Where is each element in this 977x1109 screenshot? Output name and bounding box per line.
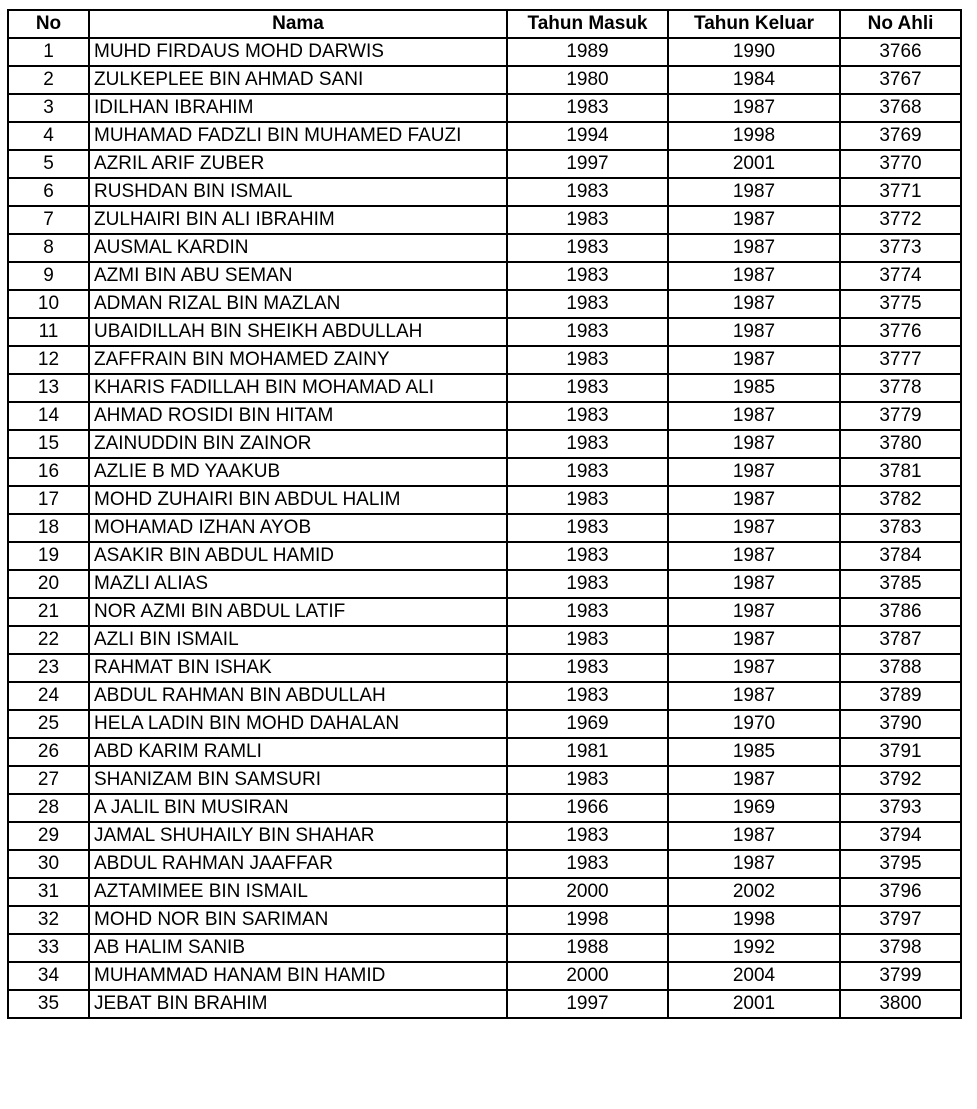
cell-tahun-masuk: 1983 [507,262,668,290]
cell-tahun-masuk: 1983 [507,374,668,402]
cell-tahun-keluar: 1987 [668,486,840,514]
cell-nama: ABDUL RAHMAN JAAFFAR [89,850,507,878]
table-row [8,710,961,738]
cell-tahun-masuk: 1983 [507,346,668,374]
table-body [8,38,961,1018]
cell-tahun-keluar: 2004 [668,962,840,990]
cell-no: 15 [8,430,89,458]
cell-nama: SHANIZAM BIN SAMSURI [89,766,507,794]
cell-no: 16 [8,458,89,486]
cell-no-ahli: 3791 [840,738,961,766]
cell-tahun-masuk: 1983 [507,402,668,430]
cell-tahun-keluar: 1985 [668,738,840,766]
cell-tahun-masuk: 1983 [507,206,668,234]
table-row [8,514,961,542]
table-row [8,598,961,626]
table-row [8,654,961,682]
cell-tahun-masuk: 1983 [507,850,668,878]
cell-tahun-masuk: 1983 [507,290,668,318]
cell-no: 25 [8,710,89,738]
cell-no: 14 [8,402,89,430]
table-row [8,206,961,234]
table-row [8,738,961,766]
table-row [8,38,961,66]
cell-no: 33 [8,934,89,962]
cell-tahun-keluar: 1987 [668,514,840,542]
table-row [8,542,961,570]
table-row [8,878,961,906]
member-table [7,9,962,1019]
cell-no: 35 [8,990,89,1018]
cell-tahun-keluar: 1987 [668,626,840,654]
cell-no: 7 [8,206,89,234]
cell-tahun-keluar: 1992 [668,934,840,962]
table-row [8,430,961,458]
cell-tahun-keluar: 1987 [668,598,840,626]
cell-tahun-masuk: 1983 [507,822,668,850]
cell-tahun-keluar: 1985 [668,374,840,402]
cell-tahun-masuk: 1983 [507,598,668,626]
cell-tahun-masuk: 1969 [507,710,668,738]
cell-no: 3 [8,94,89,122]
cell-nama: MUHAMMAD HANAM BIN HAMID [89,962,507,990]
cell-nama: ZULHAIRI BIN ALI IBRAHIM [89,206,507,234]
cell-no-ahli: 3779 [840,402,961,430]
cell-nama: IDILHAN IBRAHIM [89,94,507,122]
cell-nama: AZMI BIN ABU SEMAN [89,262,507,290]
cell-nama: RUSHDAN BIN ISMAIL [89,178,507,206]
cell-tahun-masuk: 1983 [507,178,668,206]
cell-tahun-keluar: 1987 [668,234,840,262]
cell-nama: ZAINUDDIN BIN ZAINOR [89,430,507,458]
cell-no: 26 [8,738,89,766]
cell-nama: A JALIL BIN MUSIRAN [89,794,507,822]
cell-tahun-masuk: 1983 [507,486,668,514]
header-no-ahli: No Ahli [840,10,961,38]
cell-no-ahli: 3786 [840,598,961,626]
cell-tahun-keluar: 1987 [668,94,840,122]
cell-tahun-keluar: 1984 [668,66,840,94]
table-row [8,262,961,290]
table-row [8,66,961,94]
cell-tahun-masuk: 1983 [507,94,668,122]
cell-tahun-keluar: 1987 [668,290,840,318]
member-table-sheet [7,9,962,1019]
cell-no: 8 [8,234,89,262]
cell-tahun-masuk: 1989 [507,38,668,66]
cell-no-ahli: 3771 [840,178,961,206]
cell-no: 29 [8,822,89,850]
cell-no-ahli: 3798 [840,934,961,962]
cell-no: 17 [8,486,89,514]
cell-tahun-masuk: 1983 [507,318,668,346]
cell-nama: ASAKIR BIN ABDUL HAMID [89,542,507,570]
cell-nama: ZULKEPLEE BIN AHMAD SANI [89,66,507,94]
table-row [8,318,961,346]
cell-no: 23 [8,654,89,682]
cell-tahun-masuk: 1994 [507,122,668,150]
cell-tahun-masuk: 1983 [507,626,668,654]
cell-tahun-keluar: 1987 [668,206,840,234]
cell-tahun-masuk: 1983 [507,430,668,458]
cell-nama: AZTAMIMEE BIN ISMAIL [89,878,507,906]
table-row [8,934,961,962]
cell-no: 2 [8,66,89,94]
cell-no: 9 [8,262,89,290]
cell-tahun-keluar: 1998 [668,906,840,934]
cell-no-ahli: 3770 [840,150,961,178]
cell-tahun-keluar: 2001 [668,990,840,1018]
cell-tahun-keluar: 1987 [668,654,840,682]
table-row [8,822,961,850]
cell-tahun-keluar: 1987 [668,430,840,458]
cell-no-ahli: 3781 [840,458,961,486]
table-row [8,290,961,318]
cell-tahun-masuk: 1988 [507,934,668,962]
cell-tahun-masuk: 2000 [507,878,668,906]
table-row [8,682,961,710]
cell-no-ahli: 3796 [840,878,961,906]
cell-tahun-keluar: 1987 [668,570,840,598]
cell-no-ahli: 3769 [840,122,961,150]
cell-nama: HELA LADIN BIN MOHD DAHALAN [89,710,507,738]
cell-nama: JAMAL SHUHAILY BIN SHAHAR [89,822,507,850]
cell-no: 1 [8,38,89,66]
table-row [8,850,961,878]
cell-no: 18 [8,514,89,542]
cell-nama: NOR AZMI BIN ABDUL LATIF [89,598,507,626]
cell-nama: MUHAMAD FADZLI BIN MUHAMED FAUZI [89,122,507,150]
header-no: No [8,10,89,38]
cell-no: 6 [8,178,89,206]
cell-no: 27 [8,766,89,794]
cell-no: 24 [8,682,89,710]
cell-tahun-masuk: 2000 [507,962,668,990]
cell-tahun-keluar: 1987 [668,682,840,710]
cell-no: 12 [8,346,89,374]
cell-no-ahli: 3789 [840,682,961,710]
cell-nama: MOHAMAD IZHAN AYOB [89,514,507,542]
table-row [8,794,961,822]
cell-tahun-keluar: 1998 [668,122,840,150]
cell-tahun-masuk: 1983 [507,234,668,262]
table-row [8,178,961,206]
cell-no-ahli: 3794 [840,822,961,850]
cell-tahun-keluar: 1987 [668,542,840,570]
cell-tahun-keluar: 1987 [668,458,840,486]
cell-tahun-keluar: 1970 [668,710,840,738]
cell-tahun-keluar: 1987 [668,178,840,206]
cell-tahun-masuk: 1997 [507,150,668,178]
cell-tahun-keluar: 1969 [668,794,840,822]
cell-tahun-masuk: 1997 [507,990,668,1018]
table-row [8,94,961,122]
cell-tahun-masuk: 1983 [507,542,668,570]
cell-nama: MUHD FIRDAUS MOHD DARWIS [89,38,507,66]
cell-tahun-keluar: 1987 [668,318,840,346]
table-row [8,346,961,374]
cell-no-ahli: 3783 [840,514,961,542]
cell-tahun-masuk: 1966 [507,794,668,822]
cell-tahun-masuk: 1981 [507,738,668,766]
cell-nama: AZRIL ARIF ZUBER [89,150,507,178]
cell-tahun-keluar: 1987 [668,346,840,374]
cell-tahun-masuk: 1983 [507,514,668,542]
cell-nama: AHMAD ROSIDI BIN HITAM [89,402,507,430]
cell-no: 4 [8,122,89,150]
cell-no-ahli: 3785 [840,570,961,598]
table-row [8,122,961,150]
cell-tahun-masuk: 1983 [507,766,668,794]
cell-nama: ABDUL RAHMAN BIN ABDULLAH [89,682,507,710]
cell-nama: AUSMAL KARDIN [89,234,507,262]
cell-no-ahli: 3773 [840,234,961,262]
cell-no: 11 [8,318,89,346]
cell-no: 19 [8,542,89,570]
cell-tahun-keluar: 1987 [668,402,840,430]
table-row [8,402,961,430]
cell-nama: MOHD ZUHAIRI BIN ABDUL HALIM [89,486,507,514]
cell-nama: JEBAT BIN BRAHIM [89,990,507,1018]
cell-tahun-masuk: 1983 [507,570,668,598]
cell-no: 30 [8,850,89,878]
cell-nama: RAHMAT BIN ISHAK [89,654,507,682]
cell-no-ahli: 3767 [840,66,961,94]
cell-no-ahli: 3787 [840,626,961,654]
cell-no: 31 [8,878,89,906]
cell-nama: MAZLI ALIAS [89,570,507,598]
cell-no-ahli: 3775 [840,290,961,318]
cell-nama: MOHD NOR BIN SARIMAN [89,906,507,934]
cell-no: 13 [8,374,89,402]
cell-no-ahli: 3799 [840,962,961,990]
table-row [8,626,961,654]
table-row [8,458,961,486]
cell-no-ahli: 3800 [840,990,961,1018]
cell-tahun-keluar: 2001 [668,150,840,178]
table-row [8,570,961,598]
cell-no: 21 [8,598,89,626]
cell-tahun-masuk: 1983 [507,458,668,486]
cell-no-ahli: 3777 [840,346,961,374]
cell-no-ahli: 3797 [840,906,961,934]
cell-tahun-keluar: 1990 [668,38,840,66]
cell-nama: UBAIDILLAH BIN SHEIKH ABDULLAH [89,318,507,346]
cell-tahun-keluar: 1987 [668,850,840,878]
cell-nama: AB HALIM SANIB [89,934,507,962]
header-tahun-keluar: Tahun Keluar [668,10,840,38]
cell-no-ahli: 3782 [840,486,961,514]
cell-no: 5 [8,150,89,178]
cell-nama: KHARIS FADILLAH BIN MOHAMAD ALI [89,374,507,402]
cell-no: 34 [8,962,89,990]
cell-tahun-keluar: 1987 [668,766,840,794]
table-row [8,990,961,1018]
table-row [8,766,961,794]
cell-nama: AZLIE B MD YAAKUB [89,458,507,486]
table-header-row [8,10,961,38]
cell-no-ahli: 3768 [840,94,961,122]
cell-tahun-masuk: 1998 [507,906,668,934]
cell-no-ahli: 3772 [840,206,961,234]
cell-nama: ADMAN RIZAL BIN MAZLAN [89,290,507,318]
cell-no: 10 [8,290,89,318]
cell-tahun-keluar: 1987 [668,262,840,290]
header-nama: Nama [89,10,507,38]
cell-no: 28 [8,794,89,822]
cell-no-ahli: 3776 [840,318,961,346]
cell-no-ahli: 3766 [840,38,961,66]
cell-no-ahli: 3792 [840,766,961,794]
cell-no: 20 [8,570,89,598]
cell-tahun-masuk: 1980 [507,66,668,94]
cell-no-ahli: 3774 [840,262,961,290]
table-row [8,150,961,178]
cell-nama: AZLI BIN ISMAIL [89,626,507,654]
cell-tahun-masuk: 1983 [507,654,668,682]
cell-no-ahli: 3790 [840,710,961,738]
cell-no: 22 [8,626,89,654]
table-row [8,234,961,262]
cell-no-ahli: 3788 [840,654,961,682]
cell-tahun-keluar: 2002 [668,878,840,906]
cell-no-ahli: 3784 [840,542,961,570]
cell-no: 32 [8,906,89,934]
header-tahun-masuk: Tahun Masuk [507,10,668,38]
table-row [8,962,961,990]
cell-nama: ABD KARIM RAMLI [89,738,507,766]
table-row [8,486,961,514]
cell-no-ahli: 3778 [840,374,961,402]
cell-no-ahli: 3780 [840,430,961,458]
cell-tahun-keluar: 1987 [668,822,840,850]
cell-tahun-masuk: 1983 [507,682,668,710]
cell-no-ahli: 3795 [840,850,961,878]
cell-nama: ZAFFRAIN BIN MOHAMED ZAINY [89,346,507,374]
cell-no-ahli: 3793 [840,794,961,822]
table-row [8,374,961,402]
table-row [8,906,961,934]
